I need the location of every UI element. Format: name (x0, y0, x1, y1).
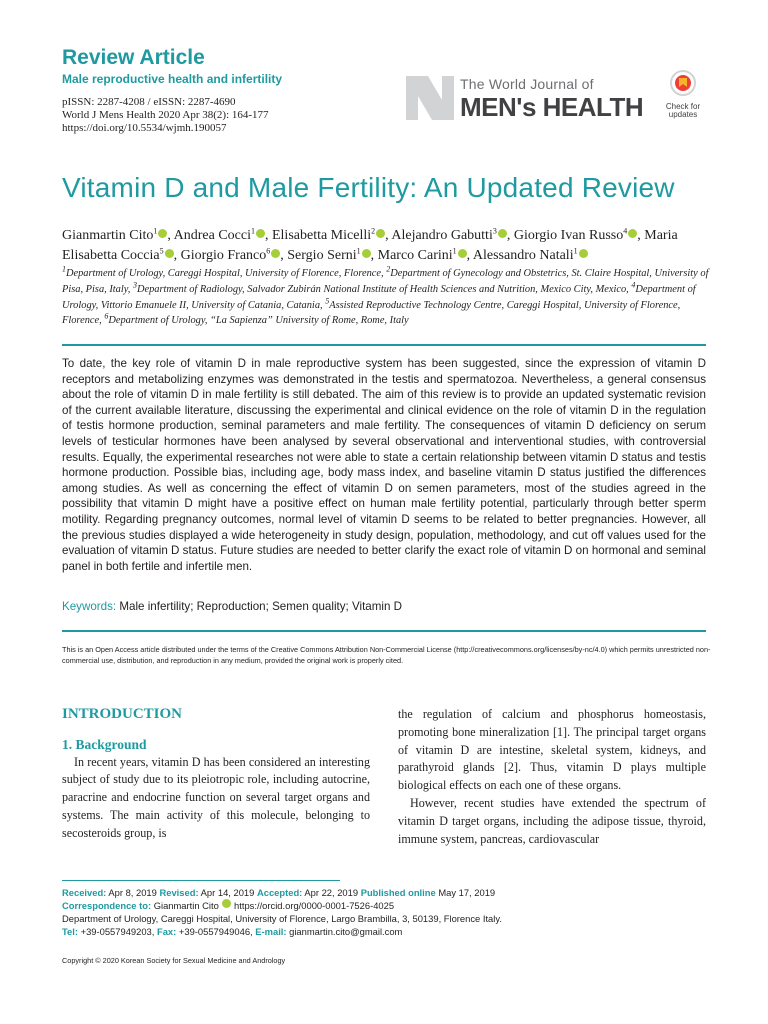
citation-line: World J Mens Health 2020 Apr 38(2): 164-177 (62, 109, 269, 121)
journal-logo-mark-icon (402, 70, 458, 122)
body-column-right (398, 706, 706, 848)
check-for-updates-badge[interactable] (660, 70, 706, 120)
author-affiliation-number: 6 (266, 246, 271, 256)
author-affiliation-number: 1 (573, 246, 578, 256)
affiliation-number: 1 (62, 264, 66, 274)
body-paragraph: the regulation of calcium and phosphorus homeostasis, promoting bone mineralization [1]. The principal target organs of vitamin D are intestine, skeletal system, kidneys, and parathyroid glands [2]. Thus, vitamin D plays multiple biological effects on each one of these organs. (398, 707, 706, 793)
issn-line: pISSN: 2287-4208 / eISSN: 2287-4690 (62, 96, 236, 108)
author-name: Maria Elisabetta Coccia (62, 228, 678, 263)
orcid-icon[interactable] (458, 249, 467, 258)
author (514, 228, 637, 243)
received-label: Received: (62, 887, 107, 898)
check-updates-icon (670, 70, 696, 98)
keywords-text: Male infertility; Reproduction; Semen quality; Vitamin D (119, 600, 403, 613)
author-name: Alejandro Gabutti (391, 228, 493, 243)
contact-line (62, 925, 722, 938)
affiliation-number: 3 (133, 280, 137, 290)
correspondence-name: Gianmartin Cito (153, 900, 219, 911)
abstract: To date, the key role of vitamin D in male reproductive system has been suggested, since the expression of vitamin D receptors and metabolizing enzymes was demonstrated in the testis and spermatozoa. Nevertheless, a general consensus about the role of vitamin D in male fertility is still debated. The aim of this review is to provide an updated systematic revision of the current available literature, discussing the experimental and clinical evidence on the role of vitamin D in the regulation of testis hormone production, seminal parameters and male fertility. The consequences of vitamin D deficiency on serum levels of testicular hormones have been analysed by several observational and interventional studies, with controversial results. Equally, the experimental researches not were able to state a certain relationship between vitamin D status and testis hormone production. Possible bias, including age, body mass index, and baseline vitamin D status justified the differences among studies. As well as concerning the effect of vitamin D on semen parameters, most of the studies agreed in the possibility that vitamin D might have a positive effect on human male fertility potential, particularly through better sperm motility. Regarding pregnancy outcomes, normal level of vitamin D seems to be related to better pregnancies. However, all the previous studies displayed a wide heterogeneity in study design, population, methodology, and cut off values used for the evaluation of vitamin D status. Future studies are needed to better clarify the exact role of vitamin D on hormonal and seminal panel in both fertile and infertile men. (62, 357, 706, 573)
affiliation-text: Department of Radiology, Salvador Zubirán National Institute of Health Sciences and Nutrition, Mexico City, Mexico, (137, 283, 632, 295)
author (473, 248, 588, 263)
author (391, 228, 506, 243)
affiliation-text: Department of Urology, Vittorio Emanuele II, University of Catania, Catania, (62, 283, 696, 311)
orcid-icon[interactable] (579, 249, 588, 258)
author-affiliation-number: 4 (623, 226, 628, 236)
author-affiliation-number: 1 (250, 226, 255, 236)
author-affiliation-number: 1 (153, 226, 158, 236)
tel-label: Tel: (62, 926, 78, 937)
orcid-icon[interactable] (256, 229, 265, 238)
affiliation-text: Department of Gynecology and Obstetrics, St. Claire Hospital, University of Pisa, Pisa, Italy, (62, 268, 709, 295)
author (62, 228, 167, 243)
affiliation-list (62, 266, 722, 329)
affiliation-number: 6 (104, 311, 109, 321)
affiliation-text: Assisted Reproductive Technology Centre, Careggi Hospital, University of Florence, Florence, (62, 299, 681, 327)
orcid-icon[interactable] (165, 249, 174, 258)
author-name: Sergio Serni (287, 248, 357, 263)
fax-label: Fax: (156, 926, 177, 937)
background-heading: 1. Background (62, 736, 147, 752)
article-category: Male reproductive health and infertility (62, 72, 283, 86)
published-date: May 17, 2019 (438, 887, 496, 898)
address-line: Department of Urology, Careggi Hospital, University of Florence, Largo Brambilla, 3, 50139, Florence Italy. (62, 913, 502, 924)
journal-name-big: MEN's HEALTH (460, 92, 644, 122)
orcid-icon[interactable] (376, 229, 385, 238)
body-column-left (62, 706, 370, 843)
affiliation-text: Department of Urology, Careggi Hospital, University of Florence, Florence, (66, 268, 387, 279)
accepted-date: Apr 22, 2019 (304, 887, 359, 898)
author-name: Gianmartin Cito (62, 228, 154, 243)
author (272, 228, 385, 243)
author-affiliation-number: 3 (492, 226, 497, 236)
body-paragraph: However, recent studies have extended the spectrum of vitamin D target organs, including the adipose tissue, thyroid, immune system, pancreas, cardiovascular (398, 795, 706, 846)
abstract-top-rule (62, 344, 706, 346)
email-label: E-mail: (255, 926, 287, 937)
author-list: Gianmartin Cito$^1$ , Andrea Cocci$^1$ , Elisabetta Micelli$^2$ , Alejandro Gabutti$^3$ , Giorgio Ivan Russo$^4$ , Maria Elisabetta Coccia$^5$ , Giorgio Franco$^6$ , Sergio Serni$^1$ , Marco Carini$^1$ , Alessandro Natali$^1$ (62, 226, 678, 263)
journal-logo (402, 70, 652, 122)
orcid-icon[interactable] (628, 229, 637, 238)
abstract-bottom-rule (62, 630, 706, 632)
orcid-icon[interactable] (158, 229, 167, 238)
orcid-icon[interactable] (271, 249, 280, 258)
footer-rule (62, 880, 340, 881)
keywords-label: Keywords: (62, 600, 117, 613)
orcid-link[interactable]: https://orcid.org/0000-0001-7526-4025 (234, 900, 395, 911)
copyright-notice: Copyright © 2020 Korean Society for Sexual Medicine and Andrology (62, 956, 286, 965)
author (287, 248, 370, 263)
email-address[interactable]: gianmartin.cito@gmail.com (289, 926, 403, 937)
author-name: Alessandro Natali (472, 248, 574, 263)
tel-number: +39-0557949203, (80, 926, 155, 937)
author-name: Marco Carini (377, 248, 453, 263)
orcid-icon[interactable] (362, 249, 371, 258)
doi-link[interactable]: https://doi.org/10.5534/wjmh.190057 (62, 122, 227, 134)
author-affiliation-number: 2 (371, 226, 376, 236)
received-date: Apr 8, 2019 (108, 887, 157, 898)
author-affiliation-number: 1 (356, 246, 361, 256)
article-footer-info (62, 886, 722, 938)
correspondence-line (62, 899, 722, 912)
fax-number: +39-0557949046, (178, 926, 253, 937)
check-updates-line1: Check for (665, 102, 701, 111)
orcid-icon (222, 899, 231, 908)
revised-label: Revised: (159, 887, 199, 898)
affiliation-text: Department of Urology, “La Sapienza” University of Rome, Rome, Italy (108, 315, 409, 327)
author (378, 248, 467, 263)
license-notice: This is an Open Access article distributed under the terms of the Creative Commons Attribution Non-Commercial License (http://creativecommons.org/licenses/by-nc/4.0) which permits unrestricted non-commercial use, distribution, and reproduction in any medium, provided the original work is properly cited. (62, 645, 711, 666)
article-type-label: Review Article (62, 46, 205, 69)
keywords-line (62, 600, 402, 613)
affiliation-number: 5 (325, 296, 330, 306)
affiliation-number: 2 (386, 264, 391, 274)
author (174, 228, 265, 243)
author (181, 248, 281, 263)
author-name: Andrea Cocci (173, 228, 251, 243)
author-name: Giorgio Ivan Russo (513, 228, 624, 243)
author-name: Elisabetta Micelli (271, 228, 372, 243)
correspondence-label: Correspondence to: (62, 900, 152, 911)
body-paragraph: In recent years, vitamin D has been considered an interesting subject of study due to its pleiotropic role, including autocrine, paracrine and endocrine function on several target organs and systems. The main activity of this molecule, belonging to secosteroids group, is (62, 754, 370, 840)
dates-line (62, 886, 722, 899)
article-title: Vitamin D and Male Fertility: An Updated Review (62, 172, 675, 203)
revised-date: Apr 14, 2019 (200, 887, 255, 898)
author-name: Giorgio Franco (180, 248, 267, 263)
published-label: Published online (360, 887, 436, 898)
introduction-heading: INTRODUCTION (62, 706, 183, 722)
affiliation-number: 4 (631, 280, 636, 290)
journal-name-small: The World Journal of (460, 76, 594, 92)
author-affiliation-number: 5 (159, 246, 164, 256)
accepted-label: Accepted: (256, 887, 303, 898)
author-affiliation-number: 1 (452, 246, 457, 256)
check-updates-line2: updates (668, 110, 698, 119)
orcid-icon[interactable] (498, 229, 507, 238)
